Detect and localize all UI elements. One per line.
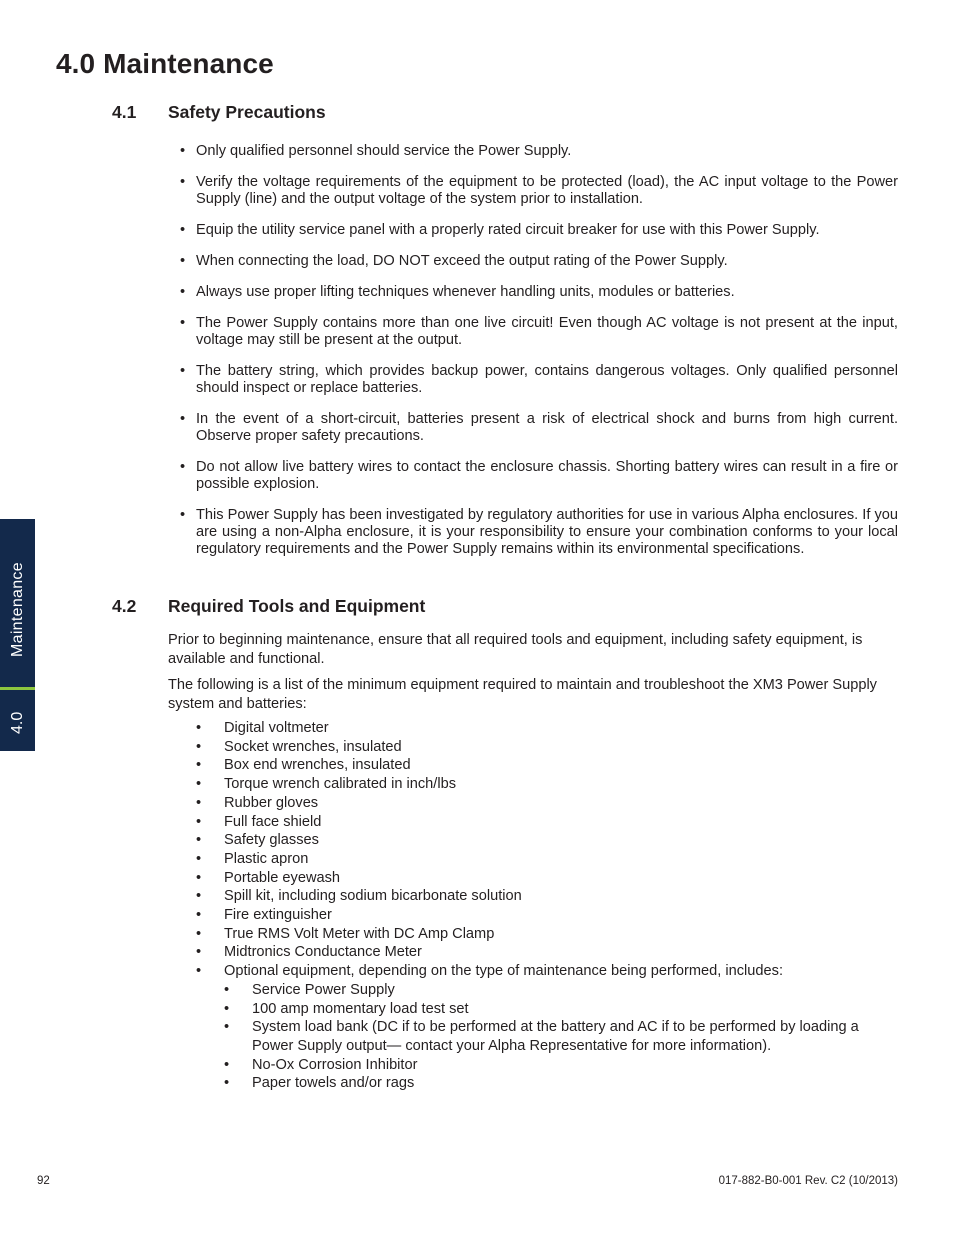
bullet-icon: • xyxy=(180,174,186,190)
bullet-icon: • xyxy=(224,1019,230,1036)
bullet-icon: • xyxy=(196,925,202,942)
list-item: • The Power Supply contains more than one live circuit! Even though AC voltage is not present at the input, voltage may still be present at the output. xyxy=(180,315,898,348)
bullet-icon: • xyxy=(196,738,202,755)
bullet-icon: • xyxy=(180,363,186,379)
bullet-icon: • xyxy=(224,1075,230,1092)
bullet-icon: • xyxy=(196,850,202,867)
list-item: • No-Ox Corrosion Inhibitor xyxy=(224,1056,418,1073)
section-heading-safety xyxy=(112,102,326,123)
list-item: • Verify the voltage requirements of the equipment to be protected (load), the AC input voltage to the Power Supply (line) and the output voltage of the system prior to installation. xyxy=(180,174,898,207)
list-item: • In the event of a short-circuit, batteries present a risk of electrical shock and burns from high current. Observe proper safety precautions. xyxy=(180,411,898,444)
list-item: • Always use proper lifting techniques whenever handling units, modules or batteries. xyxy=(180,284,735,300)
list-item: • Rubber gloves xyxy=(196,794,319,811)
bullet-icon: • xyxy=(180,459,186,475)
section-title: Safety Precautions xyxy=(168,102,326,122)
list-item: • Digital voltmeter xyxy=(196,720,329,736)
bullet-icon: • xyxy=(180,143,186,159)
bullet-icon: • xyxy=(224,1056,230,1073)
list-item: • Equip the utility service panel with a properly rated circuit breaker for use with this Power Supply. xyxy=(180,222,820,238)
bullet-icon: • xyxy=(196,813,202,830)
chapter-number: 4.0 xyxy=(9,711,26,734)
chapter-side-tab xyxy=(0,519,35,751)
bullet-icon: • xyxy=(196,832,202,849)
bullet-icon: • xyxy=(196,888,202,905)
list-item: • Do not allow live battery wires to contact the enclosure chassis. Shorting battery wires can result in a fire or possible explosion. xyxy=(180,459,898,492)
list-item: • True RMS Volt Meter with DC Amp Clamp xyxy=(196,925,495,942)
bullet-icon: • xyxy=(196,757,202,774)
bullet-icon: • xyxy=(180,315,186,331)
section-number: 4.1 xyxy=(112,102,137,122)
section-heading-tools xyxy=(112,596,425,617)
safety-precautions-list xyxy=(180,143,898,572)
tab-divider xyxy=(0,687,35,690)
list-item: • Safety glasses xyxy=(196,832,319,849)
tools-list-intro-paragraph: The following is a list of the minimum equipment required to maintain and troubleshoot the XM3 Power Supply system and batteries: xyxy=(168,677,877,712)
equipment-list xyxy=(196,719,898,1093)
list-item: • Only qualified personnel should service the Power Supply. xyxy=(180,143,572,159)
bullet-icon: • xyxy=(180,253,186,269)
bullet-icon: • xyxy=(196,944,202,961)
bullet-icon: • xyxy=(180,507,186,523)
chapter-name: Maintenance xyxy=(9,562,26,657)
list-item: • This Power Supply has been investigated by regulatory authorities for use in various Alpha enclosures. If you are using a non-Alpha enclosure, it is your responsibility to ensure your combination conforms to your local regulatory requirements and the Power Supply remains within its environmental specifications. xyxy=(180,507,898,557)
list-item: • Socket wrenches, insulated xyxy=(196,738,402,755)
bullet-icon: • xyxy=(196,869,202,886)
page-title: 4.0 Maintenance xyxy=(56,48,274,79)
list-item: • System load bank (DC if to be performed at the battery and AC if to be performed by loading a Power Supply output— contact your Alpha Representative for more information). xyxy=(224,1019,859,1054)
bullet-icon: • xyxy=(196,907,202,924)
list-item: • Optional equipment, depending on the type of maintenance being performed, includes: • Service Power Supply • 100 amp momentary load test set • System load bank (DC if to be performed at the battery and AC if to be performed by loading a Power Supply output— contact your Alpha Representative for more information). • No-Ox Corrosion Inhibitor • Paper towels and/or rags xyxy=(196,962,898,1093)
list-item: • Paper towels and/or rags xyxy=(224,1075,415,1092)
page-number: 92 xyxy=(37,1175,50,1187)
list-item: • 100 amp momentary load test set xyxy=(224,1000,469,1017)
bullet-icon: • xyxy=(196,963,202,980)
bullet-icon: • xyxy=(224,1000,230,1017)
list-item: • Spill kit, including sodium bicarbonate solution xyxy=(196,888,522,905)
list-item: • The battery string, which provides backup power, contains dangerous voltages. Only qualified personnel should inspect or replace batteries. xyxy=(180,363,898,396)
bullet-icon: • xyxy=(180,284,186,300)
section-number: 4.2 xyxy=(112,596,137,616)
bullet-icon: • xyxy=(180,411,186,427)
list-item: • Full face shield xyxy=(196,813,322,830)
section-title: Required Tools and Equipment xyxy=(168,596,426,616)
bullet-icon: • xyxy=(180,222,186,238)
list-item: • Service Power Supply xyxy=(224,981,395,998)
tools-intro-paragraph: Prior to beginning maintenance, ensure that all required tools and equipment, including safety equipment, is available and functional. xyxy=(168,632,863,667)
list-item: • Box end wrenches, insulated xyxy=(196,757,411,774)
list-item: • Midtronics Conductance Meter xyxy=(196,944,422,961)
list-item: • Fire extinguisher xyxy=(196,907,332,924)
bullet-icon: • xyxy=(196,794,202,811)
list-item: • When connecting the load, DO NOT exceed the output rating of the Power Supply. xyxy=(180,253,728,269)
list-item: • Plastic apron xyxy=(196,850,309,867)
list-item: • Portable eyewash xyxy=(196,869,341,886)
optional-equipment-list xyxy=(224,981,898,1093)
bullet-icon: • xyxy=(196,720,202,736)
bullet-icon: • xyxy=(196,776,202,793)
list-item: • Torque wrench calibrated in inch/lbs xyxy=(196,776,457,793)
bullet-icon: • xyxy=(224,981,230,998)
document-revision: 017-882-B0-001 Rev. C2 (10/2013) xyxy=(718,1175,898,1187)
